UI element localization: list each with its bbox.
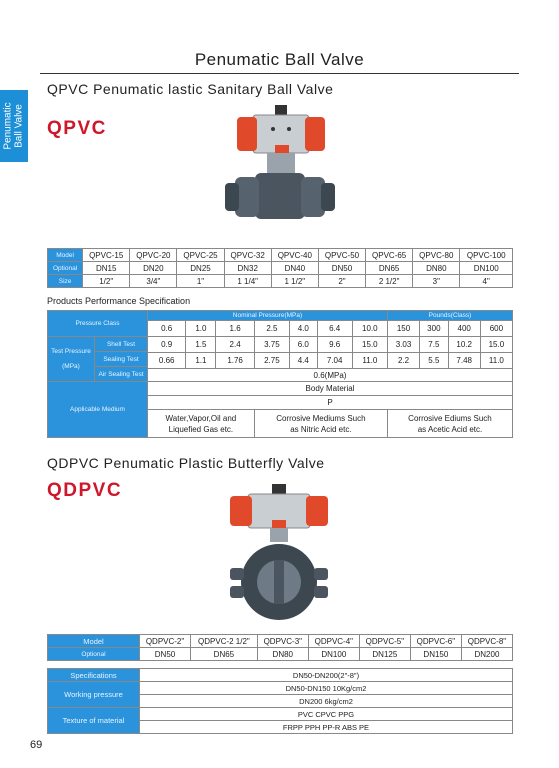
qdpvc-model-table bbox=[47, 634, 513, 661]
table-cell: QPVC-50 bbox=[318, 249, 365, 262]
table-row bbox=[48, 682, 513, 695]
table-cell: 300 bbox=[420, 321, 449, 337]
table-cell: 2.4 bbox=[216, 337, 254, 353]
pounds-class-header: Pounds(Class) bbox=[387, 311, 512, 321]
table-cell: QPVC-65 bbox=[366, 249, 413, 262]
texture-value-2: FRPP PPH PP-R ABS PE bbox=[140, 721, 513, 734]
table-cell: 2.75 bbox=[254, 353, 289, 369]
table-cell: QPVC-20 bbox=[130, 249, 177, 262]
table-cell: DN65 bbox=[366, 262, 413, 275]
table-cell: 0.66 bbox=[148, 353, 186, 369]
table-cell: DN50 bbox=[140, 648, 191, 661]
body-material-label: Body Material bbox=[148, 382, 513, 396]
table-row bbox=[48, 635, 513, 648]
table-cell: QDPVC-3" bbox=[257, 635, 308, 648]
specifications-label: Specifications bbox=[48, 669, 140, 682]
table-cell: 9.6 bbox=[317, 337, 352, 353]
table-cell: QDPVC-5" bbox=[359, 635, 410, 648]
test-pressure-group bbox=[48, 337, 148, 382]
table-cell: QPVC-80 bbox=[413, 249, 460, 262]
side-tab-label bbox=[3, 102, 25, 149]
air-sealing-value: 0.6(MPa) bbox=[148, 369, 513, 382]
texture-value-1: PVC CPVC PPG bbox=[140, 708, 513, 721]
medium-3-line1: Corrosive Ediums Such bbox=[408, 413, 492, 423]
table-cell: QPVC-25 bbox=[177, 249, 224, 262]
table-cell: 7.48 bbox=[448, 353, 480, 369]
table-cell: DN20 bbox=[130, 262, 177, 275]
qpvc-brand: QPVC bbox=[47, 118, 107, 139]
table-cell: DN80 bbox=[257, 648, 308, 661]
table-row bbox=[48, 262, 513, 275]
performance-table bbox=[47, 310, 513, 438]
table-cell: QDPVC-6" bbox=[410, 635, 461, 648]
qdpvc-section-title: QDPVC Penumatic Plastic Butterfly Valve bbox=[47, 455, 325, 471]
table-cell: 4.0 bbox=[290, 321, 318, 337]
table-row bbox=[48, 669, 513, 682]
table-cell: QDPVC-8" bbox=[461, 635, 512, 648]
medium-1-line1: Water,Vapor,Oil and bbox=[165, 413, 237, 423]
table-cell: 2 1/2" bbox=[366, 275, 413, 288]
table-cell: 0.6 bbox=[148, 321, 186, 337]
pressure-class-label: Pressure Class bbox=[48, 311, 148, 337]
specifications-value: DN50-DN200(2"-8") bbox=[140, 669, 513, 682]
table-cell: DN125 bbox=[359, 648, 410, 661]
table-row bbox=[48, 648, 513, 661]
page-title: Penumatic Ball Valve bbox=[194, 50, 365, 69]
qpvc-ball-valve-image bbox=[215, 103, 345, 243]
table-cell: 11.0 bbox=[352, 353, 387, 369]
table-cell: 15.0 bbox=[480, 337, 512, 353]
medium-cell-2 bbox=[254, 410, 387, 438]
qpvc-model-table bbox=[47, 248, 513, 288]
test-pressure-cell bbox=[48, 337, 95, 381]
table-cell: DN150 bbox=[410, 648, 461, 661]
medium-cell-3 bbox=[387, 410, 512, 438]
table-cell: 1 1/2" bbox=[271, 275, 318, 288]
table-row bbox=[48, 382, 513, 396]
body-material-value: P bbox=[148, 396, 513, 410]
table-cell: 1 1/4" bbox=[224, 275, 271, 288]
table-cell: 3.03 bbox=[387, 337, 419, 353]
table-row bbox=[48, 337, 513, 353]
row-label-optional: Optional bbox=[48, 262, 83, 275]
medium-cell-1 bbox=[148, 410, 255, 438]
table-cell: 3" bbox=[413, 275, 460, 288]
table-cell: 0.9 bbox=[148, 337, 186, 353]
performance-caption: Products Performance Specification bbox=[47, 296, 191, 306]
table-cell: 1.5 bbox=[186, 337, 216, 353]
table-cell: DN32 bbox=[224, 262, 271, 275]
medium-1-line2: Liquefied Gas etc. bbox=[168, 424, 234, 434]
side-tab-line1: Penumatic bbox=[3, 102, 14, 150]
table-cell: QDPVC-2" bbox=[140, 635, 191, 648]
table-cell: 600 bbox=[480, 321, 512, 337]
page-number: 69 bbox=[30, 739, 43, 751]
table-row bbox=[48, 275, 513, 288]
row-label-model: Model bbox=[48, 635, 140, 648]
side-tab-line2: Ball Valve bbox=[14, 104, 25, 148]
medium-2-line2: as Nitric Acid etc. bbox=[290, 424, 352, 434]
table-cell: 400 bbox=[448, 321, 480, 337]
table-cell: 2.2 bbox=[387, 353, 419, 369]
table-cell: 1.76 bbox=[216, 353, 254, 369]
table-cell: DN200 bbox=[461, 648, 512, 661]
working-pressure-label: Working pressure bbox=[48, 682, 140, 708]
test-type-cells bbox=[95, 337, 147, 381]
qpvc-section-title: QPVC Penumatic lastic Sanitary Ball Valve bbox=[47, 81, 334, 97]
table-cell: 1.6 bbox=[216, 321, 254, 337]
air-sealing-test-label: Air Sealing Test bbox=[98, 370, 144, 378]
table-cell: 3/4" bbox=[130, 275, 177, 288]
table-cell: DN100 bbox=[308, 648, 359, 661]
table-cell: QPVC-40 bbox=[271, 249, 318, 262]
row-label-optional: Optional bbox=[48, 648, 140, 661]
table-cell: 6.4 bbox=[317, 321, 352, 337]
table-cell: 2" bbox=[318, 275, 365, 288]
row-label-size: Size bbox=[48, 275, 83, 288]
table-cell: 5.5 bbox=[420, 353, 449, 369]
table-cell: QPVC-15 bbox=[83, 249, 130, 262]
applicable-medium-label: Applicable Medium bbox=[48, 382, 148, 438]
table-cell: 11.0 bbox=[480, 353, 512, 369]
table-row bbox=[48, 708, 513, 721]
table-cell: 15.0 bbox=[352, 337, 387, 353]
table-cell: QPVC-32 bbox=[224, 249, 271, 262]
table-cell: 6.0 bbox=[290, 337, 318, 353]
table-cell: 10.0 bbox=[352, 321, 387, 337]
table-cell: 150 bbox=[387, 321, 419, 337]
medium-2-line1: Corrosive Mediums Such bbox=[276, 413, 366, 423]
table-cell: DN25 bbox=[177, 262, 224, 275]
qdpvc-brand: QDPVC bbox=[47, 480, 123, 501]
table-cell: 1.0 bbox=[186, 321, 216, 337]
table-cell: 4" bbox=[460, 275, 513, 288]
texture-label: Texture of material bbox=[48, 708, 140, 734]
table-cell: DN15 bbox=[83, 262, 130, 275]
table-cell: 1" bbox=[177, 275, 224, 288]
table-cell: 1/2" bbox=[83, 275, 130, 288]
table-cell: QPVC-100 bbox=[460, 249, 513, 262]
shell-test-label: Shell Test bbox=[95, 337, 147, 352]
table-row bbox=[48, 311, 513, 321]
table-cell: DN100 bbox=[460, 262, 513, 275]
table-cell: DN65 bbox=[191, 648, 258, 661]
table-cell: DN40 bbox=[271, 262, 318, 275]
qdpvc-spec-table bbox=[47, 668, 513, 734]
title-rule bbox=[40, 73, 519, 74]
table-cell: 7.5 bbox=[420, 337, 449, 353]
table-cell: DN50 bbox=[318, 262, 365, 275]
side-tab bbox=[0, 90, 28, 162]
working-pressure-value-2: DN200 6kg/cm2 bbox=[140, 695, 513, 708]
table-cell: 3.75 bbox=[254, 337, 289, 353]
table-cell: QDPVC-4" bbox=[308, 635, 359, 648]
table-cell: 4.4 bbox=[290, 353, 318, 369]
medium-3-line2: as Acetic Acid etc. bbox=[417, 424, 483, 434]
sealing-test-label: Sealing Test bbox=[95, 352, 147, 367]
test-pressure-label: Test Pressure bbox=[51, 348, 91, 355]
table-cell: 10.2 bbox=[448, 337, 480, 353]
table-cell: QDPVC-2 1/2" bbox=[191, 635, 258, 648]
working-pressure-value-1: DN50-DN150 10Kg/cm2 bbox=[140, 682, 513, 695]
table-cell: 7.04 bbox=[317, 353, 352, 369]
mpa-label: (MPa) bbox=[62, 363, 80, 370]
qdpvc-butterfly-valve-image bbox=[210, 482, 350, 622]
table-cell: 1.1 bbox=[186, 353, 216, 369]
nominal-pressure-header: Nominal Pressure(MPa) bbox=[148, 311, 388, 321]
table-row bbox=[48, 249, 513, 262]
row-label-model: Model bbox=[48, 249, 83, 262]
table-cell: DN80 bbox=[413, 262, 460, 275]
table-cell: 2.5 bbox=[254, 321, 289, 337]
